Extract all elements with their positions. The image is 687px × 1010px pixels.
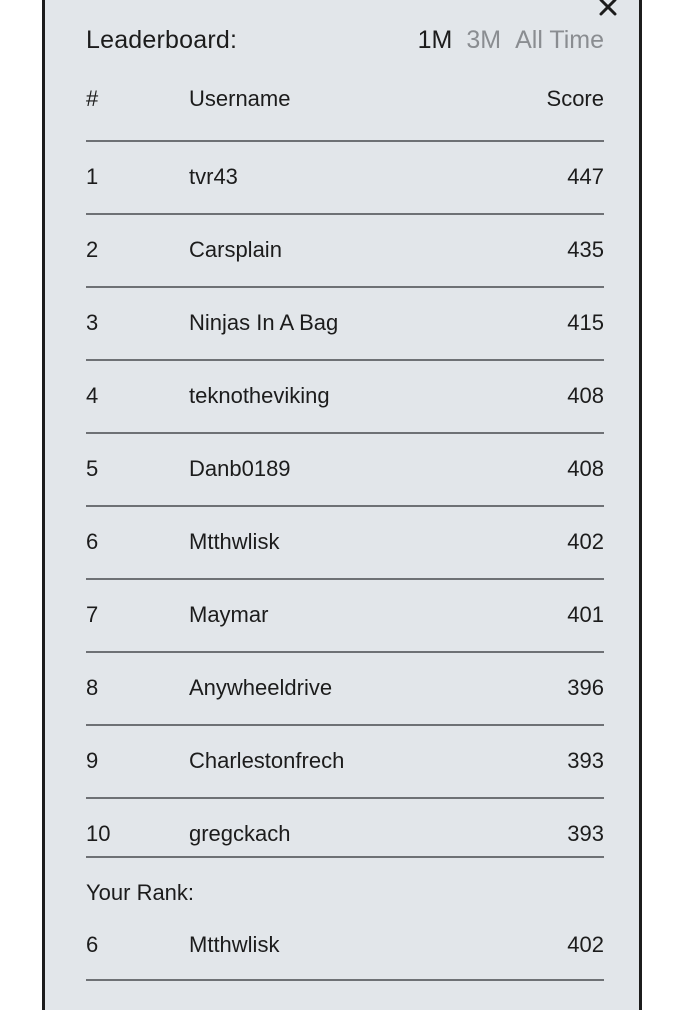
row-username: teknotheviking	[189, 383, 330, 408]
close-button[interactable]	[596, 0, 620, 19]
table-row	[86, 140, 604, 213]
row-username: gregckach	[189, 821, 291, 846]
row-rank: 6	[86, 529, 99, 554]
row-username: Mtthwlisk	[189, 529, 280, 554]
username-column-header: Username	[189, 86, 291, 111]
row-rank: 2	[86, 237, 99, 262]
row-rank: 8	[86, 675, 99, 700]
row-username: Carsplain	[189, 237, 282, 262]
table-header	[86, 86, 604, 126]
your-rank-row	[86, 908, 604, 981]
close-icon	[596, 0, 620, 19]
row-rank: 3	[86, 310, 99, 335]
rank-column-header: #	[86, 86, 99, 111]
your-rank-label: Your Rank:	[86, 880, 195, 905]
row-score: 415	[567, 310, 604, 335]
table-divider	[86, 856, 604, 858]
table-row	[86, 505, 604, 578]
period-filter	[418, 26, 604, 55]
your-rank-score: 402	[567, 932, 604, 957]
row-score: 393	[567, 821, 604, 846]
row-rank: 5	[86, 456, 99, 481]
table-row	[86, 213, 604, 286]
row-username: Anywheeldrive	[189, 675, 333, 700]
row-rank: 9	[86, 748, 99, 773]
table-row	[86, 651, 604, 724]
row-username: Danb0189	[189, 456, 291, 481]
table-row	[86, 359, 604, 432]
row-rank: 10	[86, 821, 111, 846]
leaderboard-panel	[42, 0, 642, 1010]
row-rank: 7	[86, 602, 99, 627]
row-score: 402	[567, 529, 604, 554]
leaderboard-table	[86, 140, 604, 870]
row-username: tvr43	[189, 164, 238, 189]
leaderboard-title: Leaderboard:	[86, 25, 238, 54]
your-rank-username: Mtthwlisk	[189, 932, 280, 957]
leaderboard-header	[86, 20, 604, 60]
score-column-header: Score	[546, 86, 604, 111]
row-username: Ninjas In A Bag	[189, 310, 339, 335]
row-rank: 4	[86, 383, 99, 408]
period-3m-tab[interactable]: 3M	[466, 25, 502, 54]
row-score: 435	[567, 237, 604, 262]
row-username: Charlestonfrech	[189, 748, 345, 773]
table-row	[86, 724, 604, 797]
row-rank: 1	[86, 164, 99, 189]
table-row	[86, 797, 604, 870]
row-score: 393	[567, 748, 604, 773]
row-score: 408	[567, 383, 604, 408]
row-username: Maymar	[189, 602, 269, 627]
row-score: 396	[567, 675, 604, 700]
row-score: 401	[567, 602, 604, 627]
table-row	[86, 578, 604, 651]
row-score: 408	[567, 456, 604, 481]
period-1m-tab[interactable]: 1M	[417, 25, 453, 54]
your-rank-number: 6	[86, 932, 99, 957]
period-all-time-tab[interactable]: All Time	[515, 25, 604, 54]
row-score: 447	[567, 164, 604, 189]
table-row	[86, 286, 604, 359]
table-row	[86, 432, 604, 505]
